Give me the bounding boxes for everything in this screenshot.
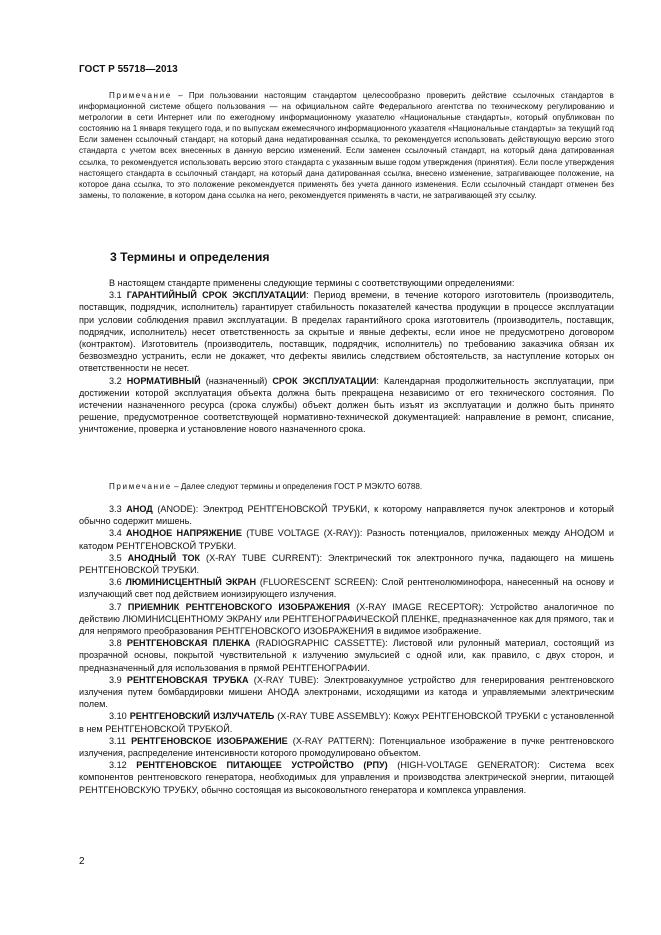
term-3-2: 3.2 НОРМАТИВНЫЙ (назначенный) СРОК ЭКСПЛУАТАЦИИ: Календарная продолжительность эксплуатации, при достижении которой эксплуатация объекта должна быть прекращена независимо от его технического состояния. По истечении назначенного ресурса (срока службы) объект должен быть изъят из эксплуатации и должно быть принято решение, предусмотренное соответствующей нормативно-технической документацией: направление в ремонт, списание, уничтожение, проверка и установление нового назначенного срока. xyxy=(79,375,615,435)
term-name: РЕНТГЕНОВСКОЕ ПИТАЮЩЕЕ УСТРОЙСТВО (РПУ) xyxy=(136,760,388,771)
term-definition: (RADIOGRAPHIC CASSETTE): Листовой или рулонный материал, состоящий из прозрачной основы, покрытой чувствительной к излучению эмульсией с одной или, как правило, с двух сторон, и предназначенный для использования в прямой РЕНТГЕНОГРАФИИ. xyxy=(79,638,615,673)
page-number: 2 xyxy=(79,856,85,867)
term-definition: (HIGH-VOLTAGE GENERATOR): Система всех компонентов рентгеновского генератора, необходимых для управления и производства электрической энергии, питающей РЕНТГЕНОВСКУЮ ТРУБКУ, обычно состоящая из высоковольтного генератора и комплекса управления. xyxy=(79,760,615,795)
term-3-5: 3.5 АНОДНЫЙ ТОК (X-RAY TUBE CURRENT): Электрический ток электронного пучка, падающего на мишень РЕНТГЕНОВСКОЙ ТРУБКИ. xyxy=(79,552,614,576)
term-name: РЕНТГЕНОВСКАЯ ТРУБКА xyxy=(126,674,249,685)
term-3-4: 3.4 АНОДНОЕ НАПРЯЖЕНИЕ (TUBE VOLTAGE (X-RAY)): Разность потенциалов, приложенных между АНОДОМ и катодом РЕНТГЕНОВСКОЙ ТРУБКИ. xyxy=(79,528,615,551)
term-name: РЕНТГЕНОВСКОЕ ИЗОБРАЖЕНИЕ xyxy=(131,735,288,746)
document-header: ГОСТ Р 55718—2013 xyxy=(79,64,178,75)
term-3-7: 3.7 ПРИЕМНИК РЕНТГЕНОВСКОГО ИЗОБРАЖЕНИЯ (X-RAY IMAGE RECEPTOR): Устройство аналогичное по действию ЛЮМИНИСЦЕНТНОМУ ЭКРАНУ или РЕНТГЕНОГРАФИЧЕСКОЙ ПЛЕНКЕ, предназначенное как для прямого, так и для непрямого преобразования РЕНТГЕНОВСКОГО ИЗОБРАЖЕНИЯ в видимое изображение. xyxy=(79,601,614,637)
term-name: РЕНТГЕНОВСКИЙ ИЗЛУЧАТЕЛЬ xyxy=(129,711,275,722)
term-3-10: 3.10 РЕНТГЕНОВСКИЙ ИЗЛУЧАТЕЛЬ (X-RAY TUBE ASSEMBLY): Кожух РЕНТГЕНОВСКОЙ ТРУБКИ с установленной в нем РЕНТГЕНОВСКОЙ ТРУБКОЙ. xyxy=(79,711,615,734)
term-definition: (X-RAY TUBE ASSEMBLY): Кожух РЕНТГЕНОВСКОЙ ТРУБКИ с установленной в нем РЕНТГЕНОВСКОЙ ТРУБКОЙ. xyxy=(79,711,615,734)
term-name: АНОДНЫЙ ТОК xyxy=(127,552,201,563)
term-definition: (X-RAY TUBE CURRENT): Электрический ток электронного пучка, падающего на мишень РЕНТГЕНОВСКОЙ ТРУБКИ. xyxy=(79,552,614,576)
term-3-1: 3.1 ГАРАНТИЙНЫЙ СРОК ЭКСПЛУАТАЦИИ: Период времени, в течение которого изготовитель (производитель, поставщик, подрядчик, исполнитель) гарантирует стабильность показателей качества продукции в процессе эксплуатации при условии соблюдения правил эксплуатации. В пределах гарантийного срока изготовитель (производитель, поставщик, подрядчик, исполнитель) несет ответственность за скрытые и явные дефекты, если иное не предусмотрено договором (контрактом). Изготовитель (производитель, поставщик, подрядчик, исполнитель) по требованию заказчика обязан их безвозмездно устранить, если не докажет, что дефекты явились следствием обстоятельств, за наступление которых он ответственности не несет. xyxy=(79,290,614,374)
term-3-8: 3.8 РЕНТГЕНОВСКАЯ ПЛЕНКА (RADIOGRAPHIC CASSETTE): Листовой или рулонный материал, состоящий из прозрачной основы, покрытой чувствительной к излучению эмульсией с одной или, как правило, с двух сторон, и предназначенный для использования в прямой РЕНТГЕНОГРАФИИ. xyxy=(79,638,615,673)
term-definition: (FLUORESCENT SCREEN): Слой рентгенолюминофора, нанесенный на основу и излучающий свет под действием ионизирующего излучения. xyxy=(79,577,615,600)
terms-block-a xyxy=(79,277,614,436)
term-3-3: 3.3 АНОД (ANODE): Электрод РЕНТГЕНОВСКОЙ ТРУБКИ, к которому направляется пучок электронов и который обычно содержит мишень. xyxy=(79,504,614,527)
section-title: 3 Термины и определения xyxy=(110,250,270,264)
term-definition: (X-RAY PATTERN): Потенциальное изображение в пучке рентгеновского излучения, распределение интенсивности которого промодулировано объектом. xyxy=(79,735,614,759)
term-name: ГАРАНТИЙНЫЙ СРОК ЭКСПЛУАТАЦИИ xyxy=(126,290,307,301)
term-3-11: 3.11 РЕНТГЕНОВСКОЕ ИЗОБРАЖЕНИЕ (X-RAY PATTERN): Потенциальное изображение в пучке рентгеновского излучения, распределение интенсивности которого промодулировано объектом. xyxy=(79,735,614,759)
term-name: АНОД xyxy=(126,504,153,514)
note-further-terms xyxy=(79,481,614,492)
note-label: Примечание xyxy=(109,91,172,100)
note-referenced-standards xyxy=(79,90,614,201)
term-definition: (TUBE VOLTAGE (X-RAY)): Разность потенциалов, приложенных между АНОДОМ и катодом РЕНТГЕНОВСКОЙ ТРУБКИ. xyxy=(79,528,615,551)
term-definition: : Период времени, в течение которого изготовитель (производитель, поставщик, подрядчик, исполнитель) гарантирует стабильность показателей качества продукции в процессе эксплуатации при условии соблюдения правил эксплуатации. В пределах гарантийного срока изготовитель (производитель, поставщик, подрядчик, исполнитель) несет ответственность за скрытые и явные дефекты, если иное не предусмотрено договором (контрактом). Изготовитель (производитель, поставщик, подрядчик, исполнитель) по требованию заказчика обязан их безвозмездно устранить, если не докажет, что дефекты явились следствием обстоятельств, за наступление которых он ответственности не несет. xyxy=(79,290,614,374)
terms-block-b xyxy=(79,503,614,796)
term-3-12: 3.12 РЕНТГЕНОВСКОЕ ПИТАЮЩЕЕ УСТРОЙСТВО (РПУ) (HIGH-VOLTAGE GENERATOR): Система всех компонентов рентгеновского генератора, необходимых для управления и производства электрической энергии, питающей РЕНТГЕНОВСКУЮ ТРУБКУ, обычно состоящая из высоковольтного генератора и комплекса управления. xyxy=(79,760,615,795)
term-name: ЛЮМИНИСЦЕНТНЫЙ ЭКРАН xyxy=(125,577,257,588)
term-3-6: 3.6 ЛЮМИНИСЦЕНТНЫЙ ЭКРАН (FLUORESCENT SCREEN): Слой рентгенолюминофора, нанесенный на основу и излучающий свет под действием ионизирующего излучения. xyxy=(79,577,615,600)
term-name: АНОДНОЕ НАПРЯЖЕНИЕ xyxy=(125,528,242,539)
note-text: – При пользовании настоящим стандартом целесообразно проверить действие ссылочных стандартов в информационной системе общего пользования — на официальном сайте Федерального агентства по техническому регулированию и метрологии в сети Интернет или по ежегодному информационному указателю «Национальные стандарты», который опубликован по состоянию на 1 января текущего года, и по выпускам ежемесячного информационного указателя «Национальные стандарты» за текущий год Если заменен ссылочный стандарт, на который дана недатированная ссылка, то рекомендуется использовать действующую версию этого стандарта с учетом всех внесенных в данную версию изменений. Если заменен ссылочный стандарт, на который дана датированная ссылка, то рекомендуется использовать версию этого стандарта с указанным выше годом утверждения (принятия). Если после утверждения настоящего стандарта в ссылочный стандарт, на который дана датированная ссылка, внесено изменение, затрагивающее положение, на которое дана ссылка, то это положение рекомендуется применять без учета данного изменения. Если ссылочный стандарт отменен без замены, то положение, в котором дана ссылка на него, рекомендуется применять в части, не затрагивающей эту ссылку. xyxy=(79,91,614,200)
note-text: – Далее следуют термины и определения ГОСТ Р МЭК/ТО 60788. xyxy=(171,482,423,491)
term-name: ПРИЕМНИК РЕНТГЕНОВСКОГО ИЗОБРАЖЕНИЯ xyxy=(127,601,350,612)
term-3-9: 3.9 РЕНТГЕНОВСКАЯ ТРУБКА (X-RAY TUBE): Электровакуумное устройство для генерирования рентгеновского излучения путем бомбардировки мишени АНОДА электронами, исходящими из катода и управляемыми электрическим полем. xyxy=(79,674,614,710)
term-name: НОРМАТИВНЫЙ xyxy=(126,375,201,386)
term-definition: : Календарная продолжительность эксплуатации, при достижении которой эксплуатация объекта должна быть прекращена независимо от его технического состояния. По истечении назначенного ресурса (срока службы) объект должен быть изъят из эксплуатации и должно быть принято решение, предусмотренное соответствующей нормативно-технической документацией: направление в ремонт, списание, уничтожение, проверка и установление нового назначенного срока. xyxy=(79,375,615,435)
term-definition: (X-RAY TUBE): Электровакуумное устройство для генерирования рентгеновского излучения путем бомбардировки мишени АНОДА электронами, исходящими из катода и управляемыми электрическим полем. xyxy=(79,674,614,710)
term-definition: (X-RAY IMAGE RECEPTOR): Устройство аналогичное по действию ЛЮМИНИСЦЕНТНОМУ ЭКРАНУ или РЕНТГЕНОГРАФИЧЕСКОЙ ПЛЕНКЕ, предназначенное как для прямого, так и для непрямого преобразования РЕНТГЕНОВСКОГО ИЗОБРАЖЕНИЯ в видимое изображение. xyxy=(79,601,614,637)
section-intro: В настоящем стандарте применены следующие термины с соответствующими определениями: xyxy=(109,278,515,288)
term-name-2: СРОК ЭКСПЛУАТАЦИИ xyxy=(272,375,377,386)
term-name: РЕНТГЕНОВСКАЯ ПЛЕНКА xyxy=(126,638,251,649)
term-definition: (ANODE): Электрод РЕНТГЕНОВСКОЙ ТРУБКИ, к которому направляется пучок электронов и который обычно содержит мишень. xyxy=(79,504,614,527)
note-label: Примечание xyxy=(109,482,172,491)
